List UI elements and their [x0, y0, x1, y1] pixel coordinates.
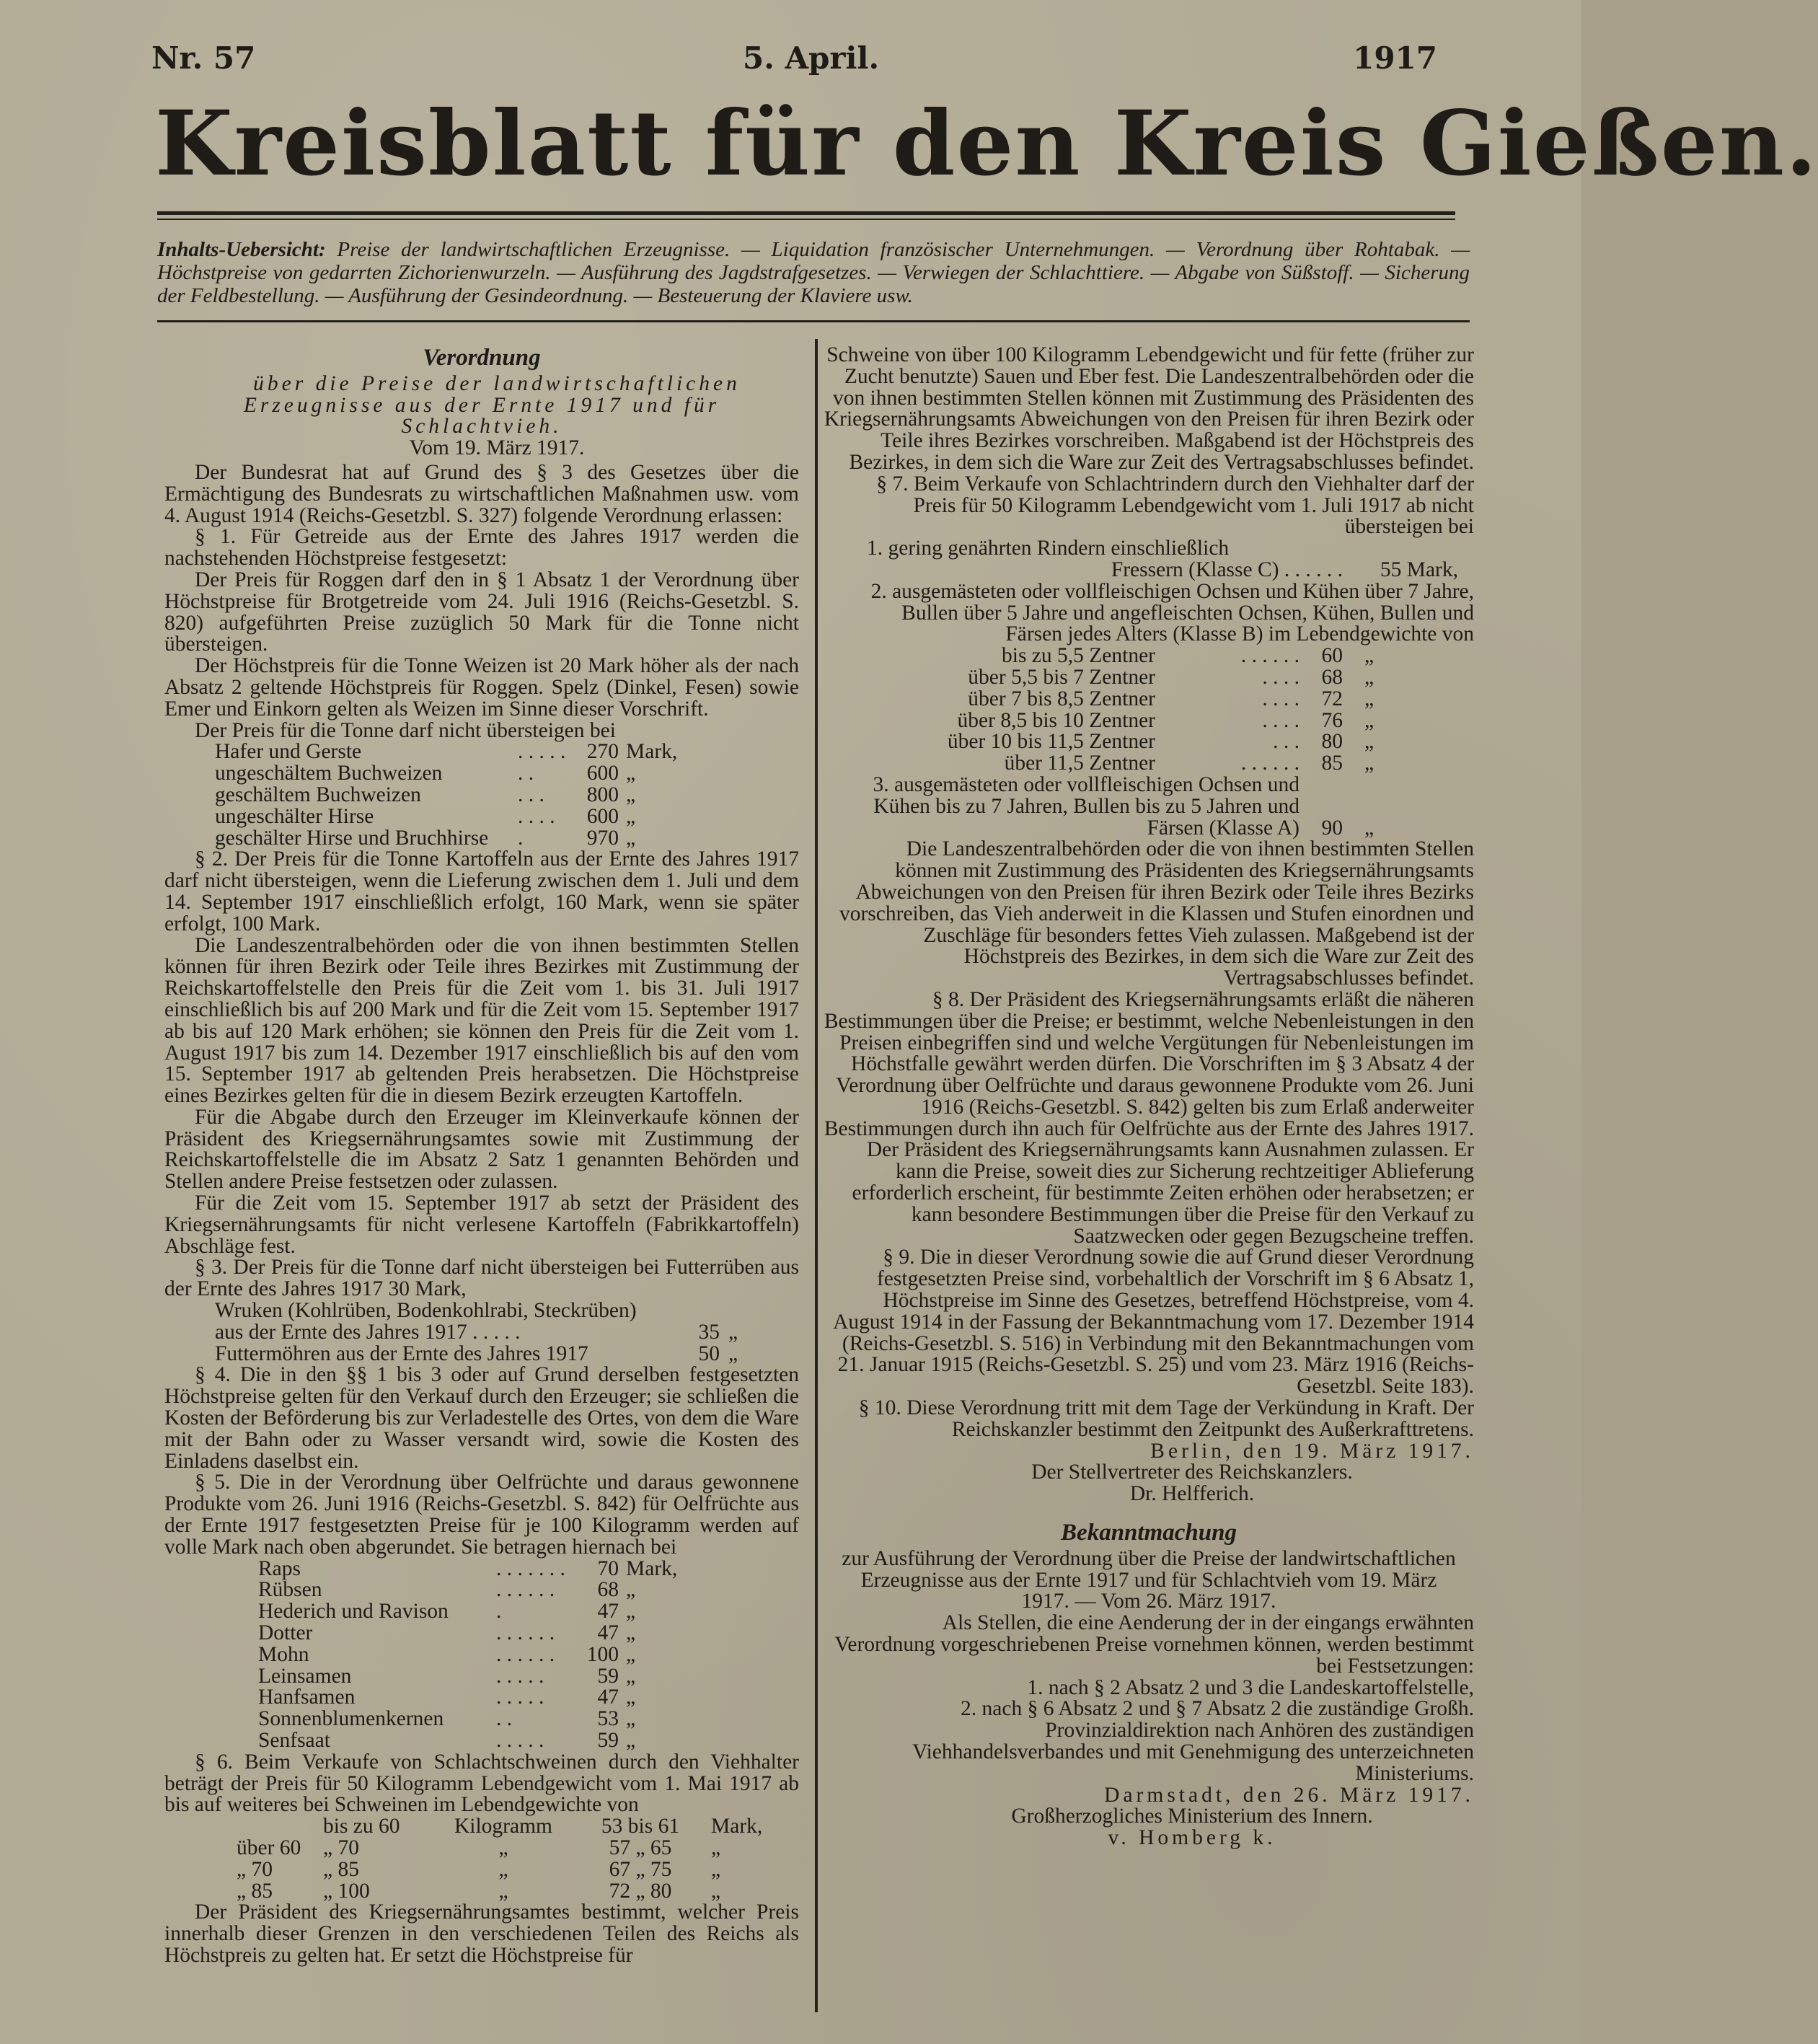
price-item: Mohn — [258, 1642, 309, 1666]
price-row — [215, 1300, 799, 1322]
class-text: Fressern (Klasse C) . . . . . . — [1111, 558, 1343, 581]
price-dots: . . . . . . — [1240, 644, 1299, 668]
paragraph: § 1. Für Getreide aus der Ernte des Jahres 1917 werden die nachstehenden Höchstpreise festgesetzt: — [164, 525, 799, 571]
weight-to: bis zu 60 — [323, 1815, 400, 1838]
weight-to: „ 100 — [323, 1879, 370, 1903]
price-row — [215, 763, 799, 785]
price-row — [237, 1816, 799, 1838]
price-row — [258, 1623, 799, 1644]
price-unit: „ — [711, 1879, 721, 1903]
paragraph: Die Landeszentralbehörden oder die von ihnen bestimmten Stellen können mit Zustimmung des Präsidenten des Kriegsernährungsamts Abweichungen von den Preisen für ihren Bezirk oder Teile ihres Bezirks vorschreiben, das Vieh anderweit in die Klassen und Stufen einordnen und Zuschläge für besonders fettes Vieh zulassen. Maßgebend ist der Höchstpreis des Bezirkes, in dem sich die Ware zur Zeit des Vertragsabschlusses befindet. — [839, 837, 1474, 990]
weight-unit: „ — [498, 1836, 508, 1859]
price-dots: . . — [496, 1707, 513, 1731]
weight-unit: „ — [498, 1879, 508, 1903]
price-dots: . . — [518, 762, 534, 785]
price-dots: . . . . . . — [496, 1621, 555, 1645]
price-unit: „ — [1364, 644, 1374, 668]
price-item: Futtermöhren aus der Ernte des Jahres 1917 — [215, 1342, 588, 1365]
price-value: 270 — [586, 740, 619, 764]
price-unit: „ — [626, 1621, 636, 1645]
price-dots: . . . — [518, 783, 544, 806]
class-line — [867, 560, 1474, 581]
paragraph: § 2. Der Preis für die Tonne Kartoffeln aus der Ernte des Jahres 1917 darf nicht übersteigen, wenn die Lieferung zwischen dem 1. Juli und dem 14. September 1917 einschließlich erfolgt, 160 Mark, wenn sie später erfolgt, 100 Mark. — [164, 847, 799, 935]
price-item: über 5,5 bis 7 Zentner — [968, 665, 1155, 689]
price-dots: . . . . . . . — [496, 1556, 565, 1580]
price-item: ungeschälter Hirse — [215, 804, 374, 828]
price-value: 47 — [597, 1621, 619, 1645]
price-item: Wruken (Kohlrüben, Bodenkohlrabi, Steckrüben) — [215, 1299, 637, 1323]
price-row — [910, 753, 1474, 775]
price-dots: . . . . . — [518, 740, 566, 764]
price-value: 90 — [1321, 816, 1343, 840]
place-date: Darmstadt, den 26. März 1917. — [1104, 1783, 1474, 1807]
signature-title: Großherzogliches Ministerium des Innern. — [1011, 1805, 1373, 1828]
price-dots: . . . . . . — [1240, 752, 1299, 775]
issue-number: Nr. 57 — [151, 40, 256, 76]
paragraph: Der Höchstpreis für die Tonne Weizen ist 20 Mark höher als der nach Absatz 2 geltende Höchstpreis für Roggen. Spelz (Dinkel, Fesen) sowie Emer und Einkorn gelten als Weizen im Sinne dieser Vorschrift. — [164, 654, 799, 721]
price-row — [910, 646, 1474, 667]
price-unit: „ — [626, 1600, 636, 1624]
toc-rule — [157, 320, 1470, 322]
price-range: 53 bis 61 — [601, 1815, 680, 1838]
price-value: 600 — [586, 762, 619, 785]
table-of-contents — [157, 238, 1470, 307]
price-value: 100 — [586, 1642, 619, 1666]
class-line — [867, 772, 1474, 840]
price-range: 72 „ 80 — [609, 1879, 672, 1903]
price-item: über 8,5 bis 10 Zentner — [957, 708, 1155, 732]
price-row — [910, 731, 1474, 753]
price-row — [215, 828, 799, 850]
oil-price-list — [164, 1556, 799, 1752]
paragraph: Der Präsident des Kriegsernährungsamts kann Ausnahmen zulassen. Er kann die Preise, soweit dies zur Sicherung rechtzeitiger Ablieferung erforderlich erscheint, für bestimmte Zeiten erhöhen oder herabsetzen; er kann besondere Bestimmungen über die Preise für den Verkauf zu Saatzwecken oder gegen Bezugscheine treffen. — [852, 1138, 1474, 1248]
article-date: Vom 19. März 1917. — [409, 436, 585, 460]
signature-name: Dr. Helfferich. — [1129, 1482, 1255, 1506]
price-unit: „ — [1364, 816, 1374, 840]
price-dots: . . . . — [1262, 665, 1299, 689]
newspaper-title: Kreisblatt für den Kreis Gießen. — [155, 92, 1818, 196]
price-row — [237, 1838, 799, 1859]
price-row — [258, 1687, 799, 1709]
place-date: Berlin, den 19. März 1917. — [1150, 1439, 1474, 1463]
price-unit: „ — [728, 1320, 738, 1344]
price-unit: „ — [1364, 687, 1374, 710]
price-item: Dotter — [258, 1621, 313, 1645]
price-unit: „ — [626, 1578, 636, 1602]
weight-unit: Kilogramm — [454, 1815, 552, 1838]
right-column — [824, 345, 1474, 1849]
price-unit: „ — [626, 1729, 636, 1752]
issue-date: 5. April. — [743, 40, 880, 76]
price-row — [258, 1709, 799, 1730]
price-row — [237, 1881, 799, 1903]
price-row — [258, 1666, 799, 1688]
price-unit — [720, 1300, 728, 1322]
weight-from: über 60 — [237, 1836, 301, 1859]
signature-title: Der Stellvertreter des Reichskanzlers. — [1031, 1461, 1353, 1484]
price-row — [215, 1322, 799, 1344]
paragraph: § 3. Der Preis für die Tonne darf nicht übersteigen bei Futterrüben aus der Ernte des Jahres 1917 30 Mark, — [164, 1256, 799, 1301]
price-row — [258, 1644, 799, 1666]
price-unit: „ — [1364, 752, 1374, 775]
price-value: 85 — [1321, 752, 1343, 775]
price-dots: . . . . — [1262, 687, 1299, 710]
signature-name: v. Homberg k. — [1108, 1826, 1276, 1850]
price-value: 53 — [597, 1707, 619, 1731]
price-value: 70 — [597, 1556, 619, 1580]
paragraph: § 10. Diese Verordnung tritt mit dem Tage der Verkündung in Kraft. Der Reichskanzler bestimmt den Zeitpunkt des Außerkrafttretens. — [858, 1396, 1474, 1441]
price-value: 50 — [698, 1342, 720, 1365]
price-value: 35 — [698, 1320, 720, 1344]
price-item: über 7 bis 8,5 Zentner — [968, 687, 1155, 710]
price-item: geschälter Hirse und Bruchhirse — [215, 826, 489, 850]
price-unit: „ — [626, 1664, 636, 1688]
price-item: aus der Ernte des Jahres 1917 . . . . . — [215, 1320, 521, 1344]
price-value: 800 — [586, 783, 619, 806]
class-text: 3. ausgemästeten oder vollfleischigen Ochsen und Kühen bis zu 7 Jahren, Bullen bis zu 5 Jahren und Färsen (Klasse A) — [873, 772, 1299, 840]
cattle-weight-list — [824, 646, 1474, 775]
price-row — [910, 710, 1474, 732]
cattle-class-c — [824, 538, 1474, 581]
toc-text: Preise der landwirtschaftlichen Erzeugnisse. — Liquidation französischer Unternehmungen. — Verordnung über Rohtabak. — Höchstpreise von gedarrten Zichorienwurzeln. — Ausführung des Jagdstrafgesetzes. — Verwiegen der Schlachttiere. — Abgabe von Süßstoff. — Sicherung der Feldbestellung. — Ausführung der Gesindeordnung. — Besteuerung der Klaviere usw. — [157, 238, 1470, 307]
paragraph: Die Landeszentralbehörden oder die von ihnen bestimmten Stellen können für ihren Bezirk oder Teile ihres Bezirkes mit Zustimmung der Reichskartoffelstelle den Preis für die Zeit vom 1. bis 31. Juli 1917 einschließlich bis auf 200 Mark und für die Zeit vom 15. September 1917 ab bis auf 120 Mark erhöhen; sie können den Preis für die Zeit vom 1. August 1917 bis zum 14. Dezember 1917 einschließlich bis auf den vom 15. September 1917 ab geltenden Preis herabsetzen. Die Höchstpreise eines Bezirkes gelten für die in diesem Bezirk erzeugten Kartoffeln. — [164, 933, 799, 1108]
price-unit: Mark, — [626, 1556, 678, 1580]
price-unit: „ — [626, 804, 636, 828]
price-value: 47 — [597, 1600, 619, 1624]
price-unit: „ — [626, 826, 636, 850]
price-value: 76 — [1321, 708, 1343, 732]
paragraph: 2. ausgemästeten oder vollfleischigen Ochsen und Kühen über 7 Jahre, Bullen über 5 Jahre und angefleischten Ochsen, Kühen, Bullen und Färsen jedes Alters (Klasse B) im Lebendgewichte von — [870, 579, 1474, 646]
price-unit: Mark, — [711, 1815, 763, 1838]
numbered-item: 1. nach § 2 Absatz 2 und 3 die Landeskartoffelstelle, — [1027, 1675, 1474, 1699]
price-unit: „ — [728, 1342, 738, 1365]
price-unit: „ — [626, 762, 636, 785]
price-dots: . . . . — [1262, 708, 1299, 732]
paragraph: Der Präsident des Kriegsernährungsamtes bestimmt, welcher Preis innerhalb dieser Grenzen in den verschiedenen Teilen des Reichs als Höchstpreis zu gelten hat. Er setzt die Höchstpreise für — [164, 1900, 799, 1967]
weight-unit: „ — [498, 1857, 508, 1881]
price-row — [258, 1601, 799, 1623]
price-row — [258, 1580, 799, 1601]
price-item: Hederich und Ravison — [258, 1600, 449, 1624]
price-item: Raps — [258, 1556, 301, 1580]
price-dots: . . . . . — [496, 1729, 544, 1752]
paragraph: Der Preis für Roggen darf den in § 1 Absatz 1 der Verordnung über Höchstpreise für Brotgetreide vom 24. Juli 1916 (Reichs-Gesetzbl. S. 820) aufgeführten Preise zuzüglich 50 Mark für die Tonne nicht übersteigen. — [164, 568, 799, 656]
price-dots: . . . . . — [496, 1664, 544, 1688]
price-item: über 11,5 Zentner — [1004, 752, 1155, 775]
weight-from — [237, 1816, 323, 1838]
paragraph: Für die Zeit vom 15. September 1917 ab setzt der Präsident des Kriegsernährungsamts für nicht verlesene Kartoffeln (Fabrikkartoffeln) Abschläge fest. — [164, 1191, 799, 1258]
title-rule — [157, 211, 1455, 215]
price-item: Hanfsamen — [258, 1686, 356, 1709]
price-dots: . . . . — [518, 804, 555, 828]
paragraph: § 7. Beim Verkaufe von Schlachtrindern durch den Viehhalter darf der Preis für 50 Kilogramm Lebendgewicht vom 1. Juli 1917 ab nicht übersteigen bei — [876, 472, 1474, 539]
root-price-list — [164, 1300, 799, 1365]
price-dots: . . . . . . — [496, 1578, 555, 1602]
paragraph: Der Bundesrat hat auf Grund des § 3 des Gesetzes über die Ermächtigung des Bundesrats zu wirtschaftlichen Maßnahmen usw. vom 4. August 1914 (Reichs-Gesetzbl. S. 327) folgende Verordnung erlassen: — [164, 460, 799, 527]
price-range: 57 „ 65 — [609, 1836, 672, 1859]
price-unit: „ — [626, 1642, 636, 1666]
price-item: über 10 bis 11,5 Zentner — [947, 730, 1155, 754]
price-value: 60 — [1321, 644, 1343, 668]
price-value — [676, 1300, 720, 1322]
price-item: Sonnenblumenkernen — [258, 1707, 444, 1731]
price-dots: . — [496, 1600, 502, 1624]
column-divider — [815, 339, 818, 2012]
price-value: 72 — [1321, 687, 1343, 710]
price-item: Rübsen — [258, 1578, 322, 1602]
price-row — [215, 806, 799, 828]
price-unit: Mark, — [626, 740, 678, 764]
price-dots: . . . . . — [496, 1686, 544, 1709]
price-row — [215, 741, 799, 763]
price-row — [258, 1730, 799, 1752]
price-row — [215, 1344, 799, 1365]
price-value: 59 — [597, 1664, 619, 1688]
paragraph: Für die Abgabe durch den Erzeuger im Kleinverkaufe können der Präsident des Kriegsernährungsamtes sowie mit Zustimmung der Reichskartoffelstelle die im Absatz 2 Satz 1 genannten Behörden und Stellen andere Preise festsetzen oder zulassen. — [164, 1105, 799, 1194]
paragraph: Schweine von über 100 Kilogramm Lebendgewicht und für fette (früher zur Zucht benutzte) Sauen und Eber fest. Die Landeszentralbehörden oder die von ihnen bestimmten Stellen können mit Zustimmung des Präsidenten des Kriegsernährungsamts Abweichungen von den Preisen für ihren Bezirk oder Teile ihres Bezirkes vorschreiben. Maßgabend ist der Höchstpreis des Bezirkes, in dem sich die Ware zur Zeit des Vertragsabschlusses befindet. — [824, 343, 1474, 474]
price-item: bis zu 5,5 Zentner — [1002, 644, 1155, 668]
price-dots: . . . — [1273, 730, 1299, 754]
paragraph: § 9. Die in dieser Verordnung sowie die auf Grund dieser Verordnung festgesetzten Preise sind, vorbehaltlich der Vorschrift im § 6 Absatz 1, Höchstpreise im Sinne des Gesetzes, betreffend Höchstpreise, vom 4. August 1914 in der Fassung der Bekanntmachung vom 17. Dezember 1914 (Reichs-Gesetzbl. S. 516) in Verbindung mit den Bekanntmachungen vom 21. Januar 1915 (Reichs-Gesetzbl. S. 25) und vom 23. März 1916 (Reichs-Gesetzbl. Seite 183). — [833, 1246, 1474, 1398]
pig-price-table — [164, 1816, 799, 1902]
price-unit: „ — [1364, 730, 1374, 754]
price-value: 68 — [1321, 665, 1343, 689]
paragraph: Der Preis für die Tonne darf nicht übersteigen bei — [195, 718, 616, 742]
class-line — [867, 538, 1474, 560]
weight-to: „ 70 — [323, 1836, 359, 1859]
price-dots: . — [518, 826, 524, 850]
price-unit: „ — [626, 1707, 636, 1731]
price-unit: „ — [711, 1857, 721, 1881]
price-value: 55 Mark, — [1380, 558, 1458, 581]
price-row — [237, 1859, 799, 1881]
paragraph: § 4. Die in den §§ 1 bis 3 oder auf Grund derselben festgesetzten Höchstpreise gelten für den Verkauf durch den Erzeuger; sie schließen die Kosten der Beförderung bis zur Verladestelle des Ortes, von dem die Ware mit der Bahn oder zu Wasser versandt wird, sowie die Kosten des Einladens daselbst ein. — [164, 1363, 799, 1473]
grain-price-list — [164, 741, 799, 849]
price-row — [215, 785, 799, 806]
title-rule-thin — [157, 219, 1455, 220]
cattle-class-a — [824, 772, 1474, 840]
price-value: 970 — [586, 826, 619, 850]
price-unit: „ — [711, 1836, 721, 1859]
issue-year: 1917 — [1353, 40, 1437, 76]
price-unit: „ — [1364, 665, 1374, 689]
price-item: Senfsaat — [258, 1729, 330, 1752]
price-item: Leinsamen — [258, 1664, 352, 1688]
price-value: 80 — [1321, 730, 1343, 754]
price-value: 68 — [597, 1578, 619, 1602]
price-row — [258, 1556, 799, 1580]
price-unit: „ — [1364, 708, 1374, 732]
price-value: 600 — [586, 804, 619, 828]
price-item: Hafer und Gerste — [215, 740, 362, 764]
masthead-info — [151, 40, 1437, 78]
class-text: 1. gering genährten Rindern einschließlich — [867, 537, 1230, 560]
price-row — [910, 667, 1474, 689]
weight-from: „ 85 — [237, 1879, 273, 1903]
price-item: ungeschältem Buchweizen — [215, 762, 443, 785]
price-range: 67 „ 75 — [609, 1857, 672, 1881]
price-value: 59 — [597, 1729, 619, 1752]
announcement-heading: Bekanntmachung — [1061, 1520, 1237, 1546]
left-column — [164, 345, 799, 1967]
weight-from: „ 70 — [237, 1857, 273, 1881]
weight-to: „ 85 — [323, 1857, 359, 1881]
article-heading: Verordnung — [423, 345, 541, 371]
paragraph: Als Stellen, die eine Aenderung der in der eingangs erwähnten Verordnung vorgeschriebenen Preise vornehmen können, werden bestimmt bei Festsetzungen: — [834, 1611, 1474, 1678]
price-row — [910, 689, 1474, 710]
price-item: geschältem Buchweizen — [215, 783, 421, 806]
numbered-item: 2. nach § 6 Absatz 2 und § 7 Absatz 2 die zuständige Großh. Provinzialdirektion nach Anhören des zuständigen Viehhandelsverbandes und mit Genehmigung des unterzeichneten Ministeriums. — [912, 1697, 1474, 1785]
price-unit: „ — [626, 1686, 636, 1709]
price-dots: . . . . . . — [496, 1642, 555, 1666]
price-unit: „ — [626, 783, 636, 806]
toc-label: Inhalts-Uebersicht: — [157, 238, 326, 261]
announcement-subtitle: zur Ausführung der Verordnung über die Preise der landwirtschaftlichen Erzeugnisse aus der Ernte 1917 und für Schlachtvieh vom 19. März 1917. — Vom 26. März 1917. — [842, 1546, 1456, 1613]
paragraph: § 5. Die in der Verordnung über Oelfrüchte und daraus gewonnene Produkte vom 26. Juni 1916 (Reichs-Gesetzbl. S. 842) für Oelfrüchte aus der Ernte 1917 festgesetzten Preise für je 100 Kilogramm werden auf volle Mark nach oben abgerundet. Sie betragen hiernach bei — [164, 1471, 799, 1559]
paragraph: § 6. Beim Verkaufe von Schlachtschweinen durch den Viehhalter beträgt der Preis für 50 Kilogramm Lebendgewicht vom 1. Mai 1917 ab bis auf weiteres bei Schweinen im Lebendgewichte von — [164, 1750, 799, 1817]
price-value: 47 — [597, 1686, 619, 1709]
article-subtitle: über die Preise der landwirtschaftlichen Erzeugnisse aus der Ernte 1917 und für Schlachtvieh. — [243, 371, 741, 439]
paragraph: § 8. Der Präsident des Kriegsernährungsamts erläßt die näheren Bestimmungen über die Preise; er bestimmt, welche Nebenleistungen in den Preisen einbegriffen sind und welche Vergütungen für Nebenleistungen im Höchstfalle gewährt werden dürfen. Die Vorschriften im § 3 Absatz 4 der Verordnung über Oelfrüchte und daraus gewonnene Produkte vom 26. Juni 1916 (Reichs-Gesetzbl. S. 842) gelten bis zum Erlaß anderweiter Bestimmungen durch ihn auch für Oelfrüchte aus der Ernte des Jahres 1917. — [824, 987, 1474, 1140]
